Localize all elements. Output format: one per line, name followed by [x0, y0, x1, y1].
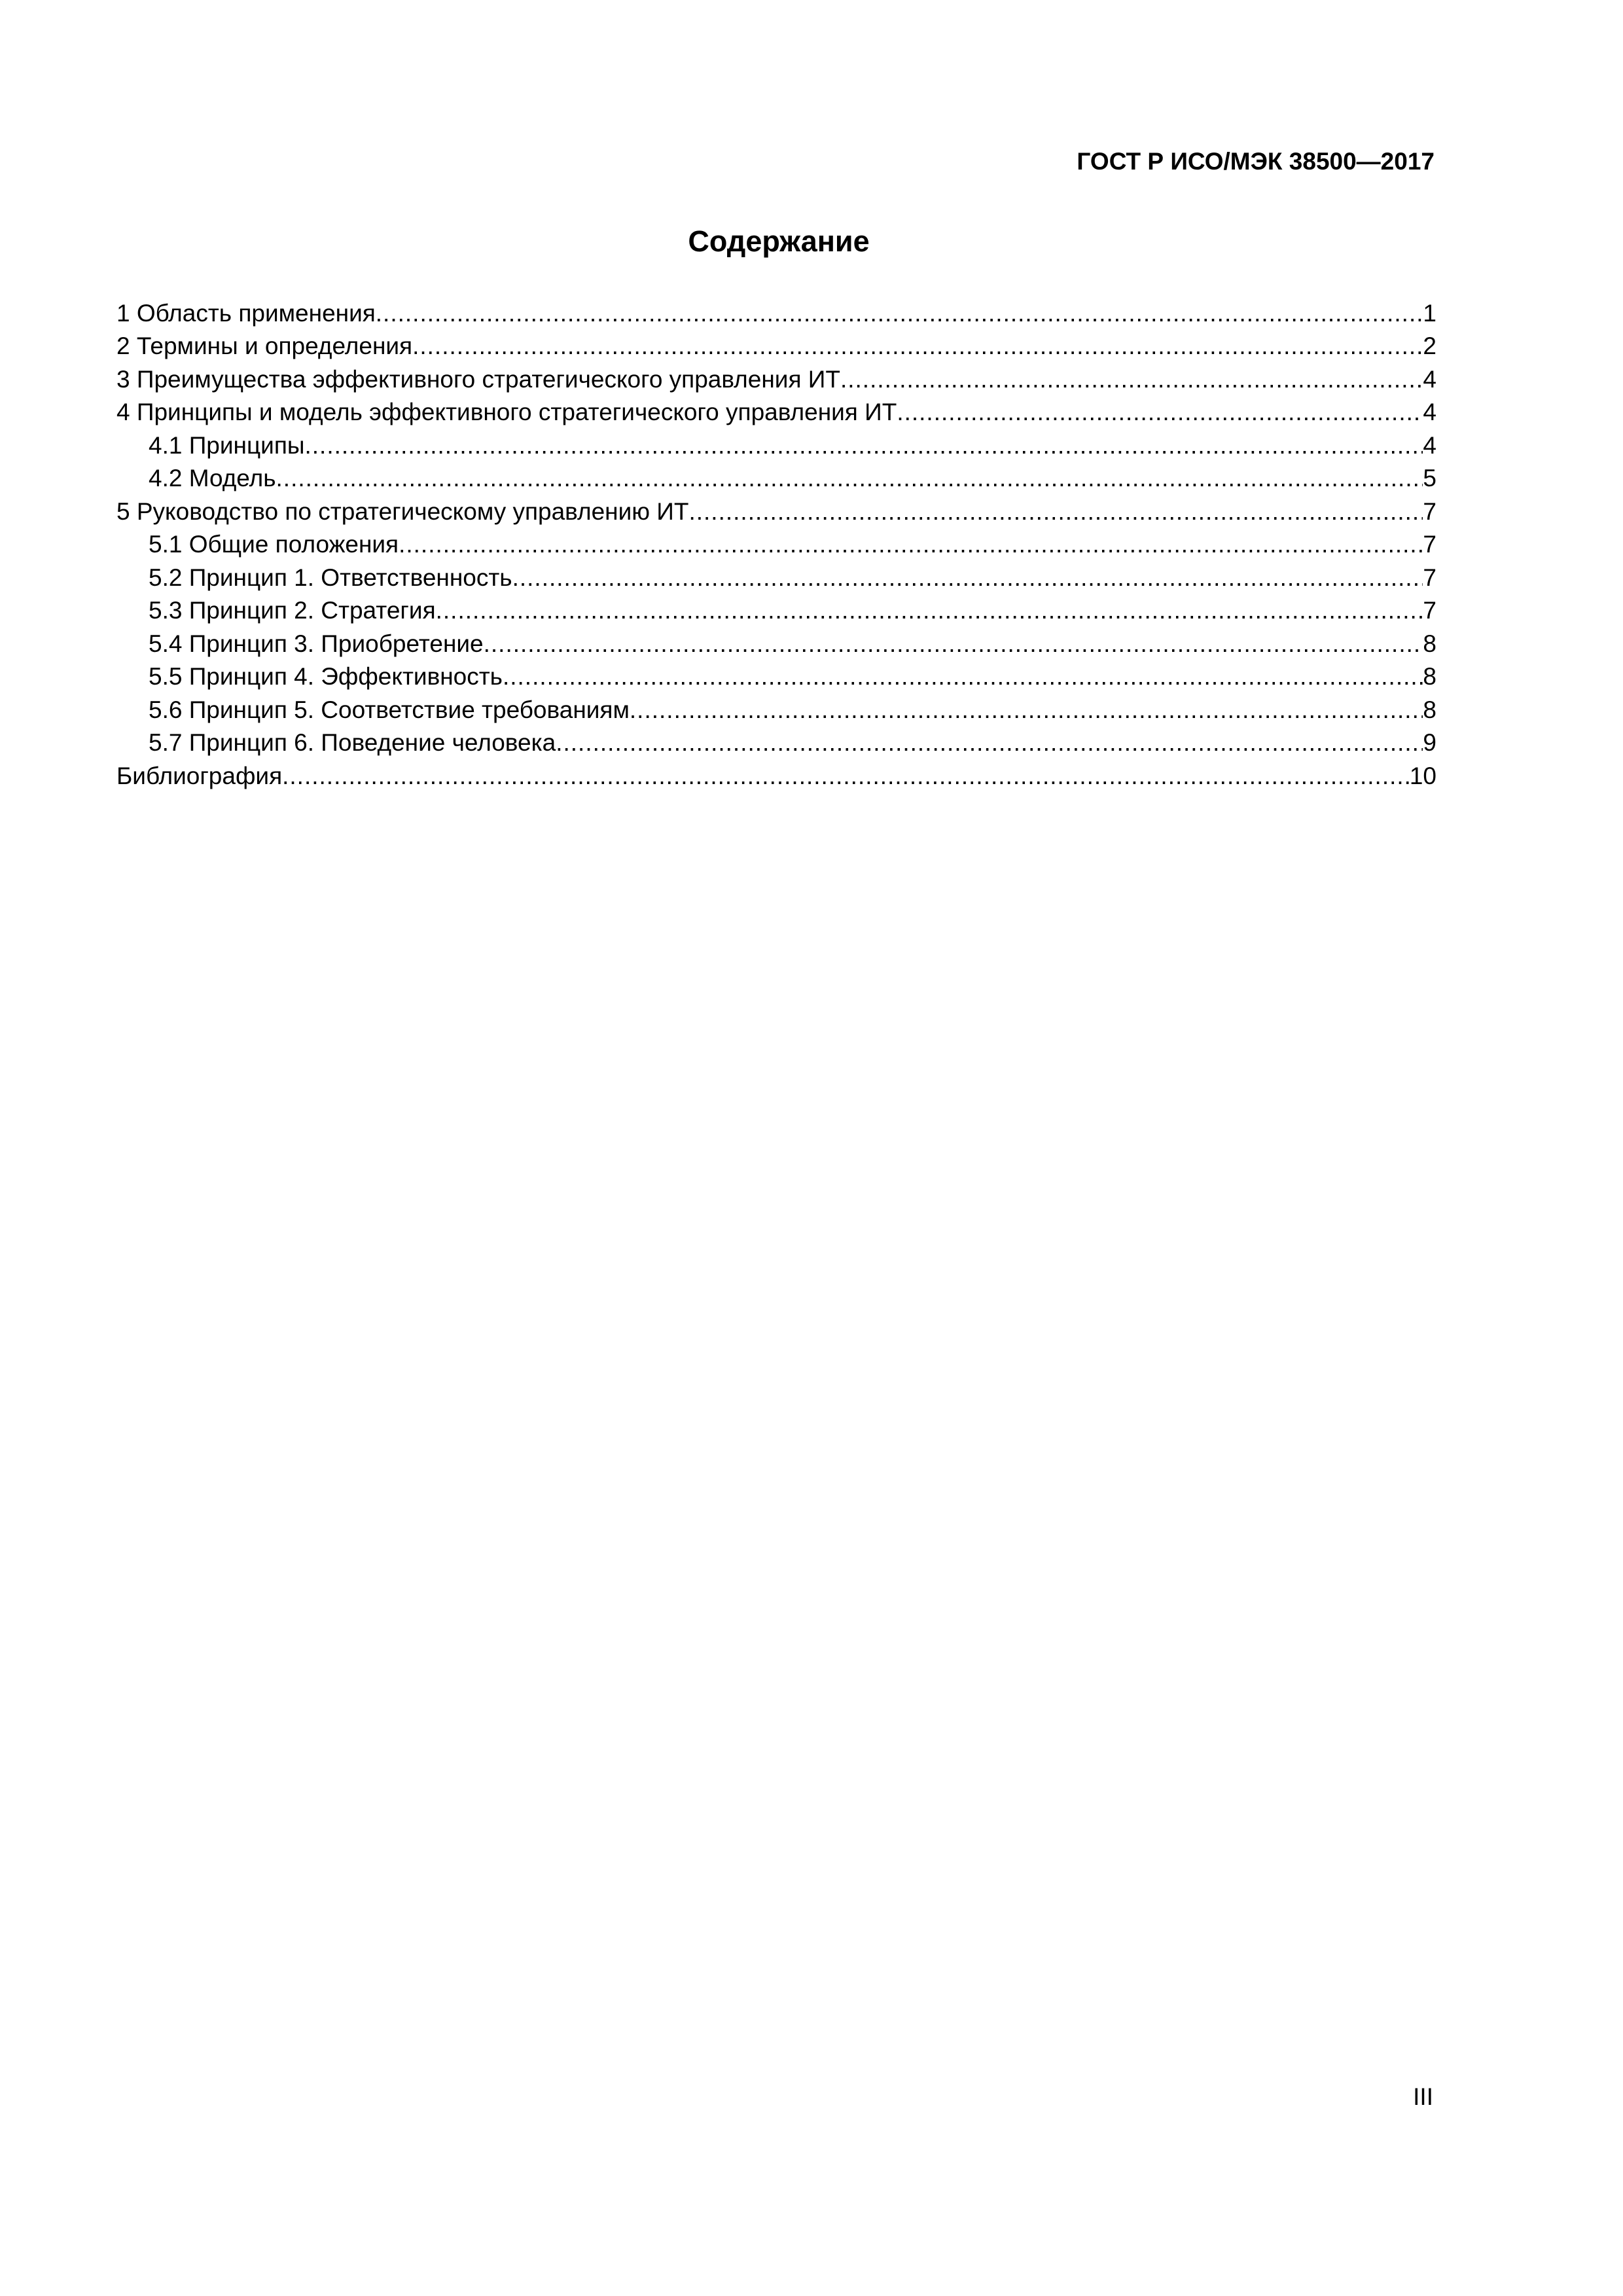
toc-dot-leader: [897, 396, 1423, 429]
toc-entry-page: 10: [1409, 762, 1436, 789]
toc-entry-label: 4 Принципы и модель эффективного стратегического управления ИТ: [116, 399, 897, 425]
toc-dot-leader: [282, 760, 1410, 793]
toc-entry-page: 8: [1423, 663, 1436, 690]
toc-entry-page: 5: [1423, 465, 1436, 492]
toc-entry-page: 7: [1423, 564, 1436, 591]
toc-entry[interactable]: [116, 296, 1436, 330]
toc-dot-leader: [304, 429, 1423, 462]
toc-dot-leader: [399, 528, 1423, 561]
toc-entry-label: 5.5 Принцип 4. Эффективность: [149, 663, 503, 690]
toc-entry-label: 2 Термины и определения: [116, 332, 413, 359]
toc-entry-page: 1: [1423, 299, 1436, 327]
toc-entry-page: 9: [1423, 729, 1436, 756]
toc-dot-leader: [503, 660, 1423, 693]
toc-entry-label: 5.4 Принцип 3. Приобретение: [149, 630, 484, 657]
toc-entry-page: 4: [1423, 365, 1436, 393]
toc-entry-label: 3 Преимущества эффективного стратегического управления ИТ: [116, 365, 840, 393]
toc-entry-page: 4: [1423, 431, 1436, 459]
toc-entry-label: 4.1 Принципы: [149, 431, 305, 459]
toc-entry[interactable]: [116, 627, 1436, 660]
toc-entry-page: 7: [1423, 531, 1436, 558]
toc-entry-page: 2: [1423, 332, 1436, 359]
toc-entry[interactable]: [116, 594, 1436, 628]
toc-dot-leader: [436, 594, 1423, 627]
toc-entry[interactable]: [116, 660, 1436, 694]
toc-entry-label: 5 Руководство по стратегическому управлению ИТ: [116, 497, 689, 525]
toc-entry-page: 7: [1423, 597, 1436, 624]
toc-entry[interactable]: [116, 363, 1436, 396]
document-code: ГОСТ Р ИСО/МЭК 38500—2017: [1077, 148, 1435, 175]
toc-entry-label: 5.3 Принцип 2. Стратегия: [149, 597, 436, 624]
toc-entry[interactable]: [116, 330, 1436, 363]
toc-entry-label: 1 Область применения: [116, 299, 376, 327]
toc-entry-label: 5.6 Принцип 5. Соответствие требованиям: [149, 696, 630, 723]
toc-entry[interactable]: [116, 429, 1436, 462]
toc-entry-label: 4.2 Модель: [149, 465, 276, 492]
toc-entry[interactable]: [116, 396, 1436, 429]
toc-entry-label: 5.1 Общие положения: [149, 531, 399, 558]
toc-dot-leader: [276, 462, 1423, 495]
toc-entry[interactable]: [116, 726, 1436, 760]
page-number: III: [1413, 2083, 1433, 2110]
toc-entry[interactable]: [116, 528, 1436, 562]
toc-dot-leader: [376, 297, 1423, 330]
toc-entry-label: 5.2 Принцип 1. Ответственность: [149, 564, 512, 591]
toc-entry[interactable]: [116, 495, 1436, 528]
toc-title: Содержание: [688, 224, 870, 258]
toc-dot-leader: [512, 562, 1423, 594]
toc-entry[interactable]: [116, 759, 1436, 793]
toc-dot-leader: [412, 330, 1423, 363]
toc-entry-label: 5.7 Принцип 6. Поведение человека: [149, 729, 556, 756]
toc-entry[interactable]: [116, 693, 1436, 726]
toc-entry-label: Библиография: [116, 762, 283, 789]
toc-dot-leader: [556, 726, 1423, 759]
toc-entry-page: 4: [1423, 399, 1436, 425]
toc-entry-page: 8: [1423, 696, 1436, 723]
toc-dot-leader: [840, 363, 1423, 396]
toc-dot-leader: [688, 495, 1423, 528]
toc-dot-leader: [484, 628, 1423, 660]
toc-entry[interactable]: [116, 561, 1436, 594]
toc-entry-page: 7: [1423, 497, 1436, 525]
toc-dot-leader: [630, 694, 1423, 726]
table-of-contents: [116, 296, 1436, 793]
toc-entry[interactable]: [116, 462, 1436, 495]
toc-entry-page: 8: [1423, 630, 1436, 657]
